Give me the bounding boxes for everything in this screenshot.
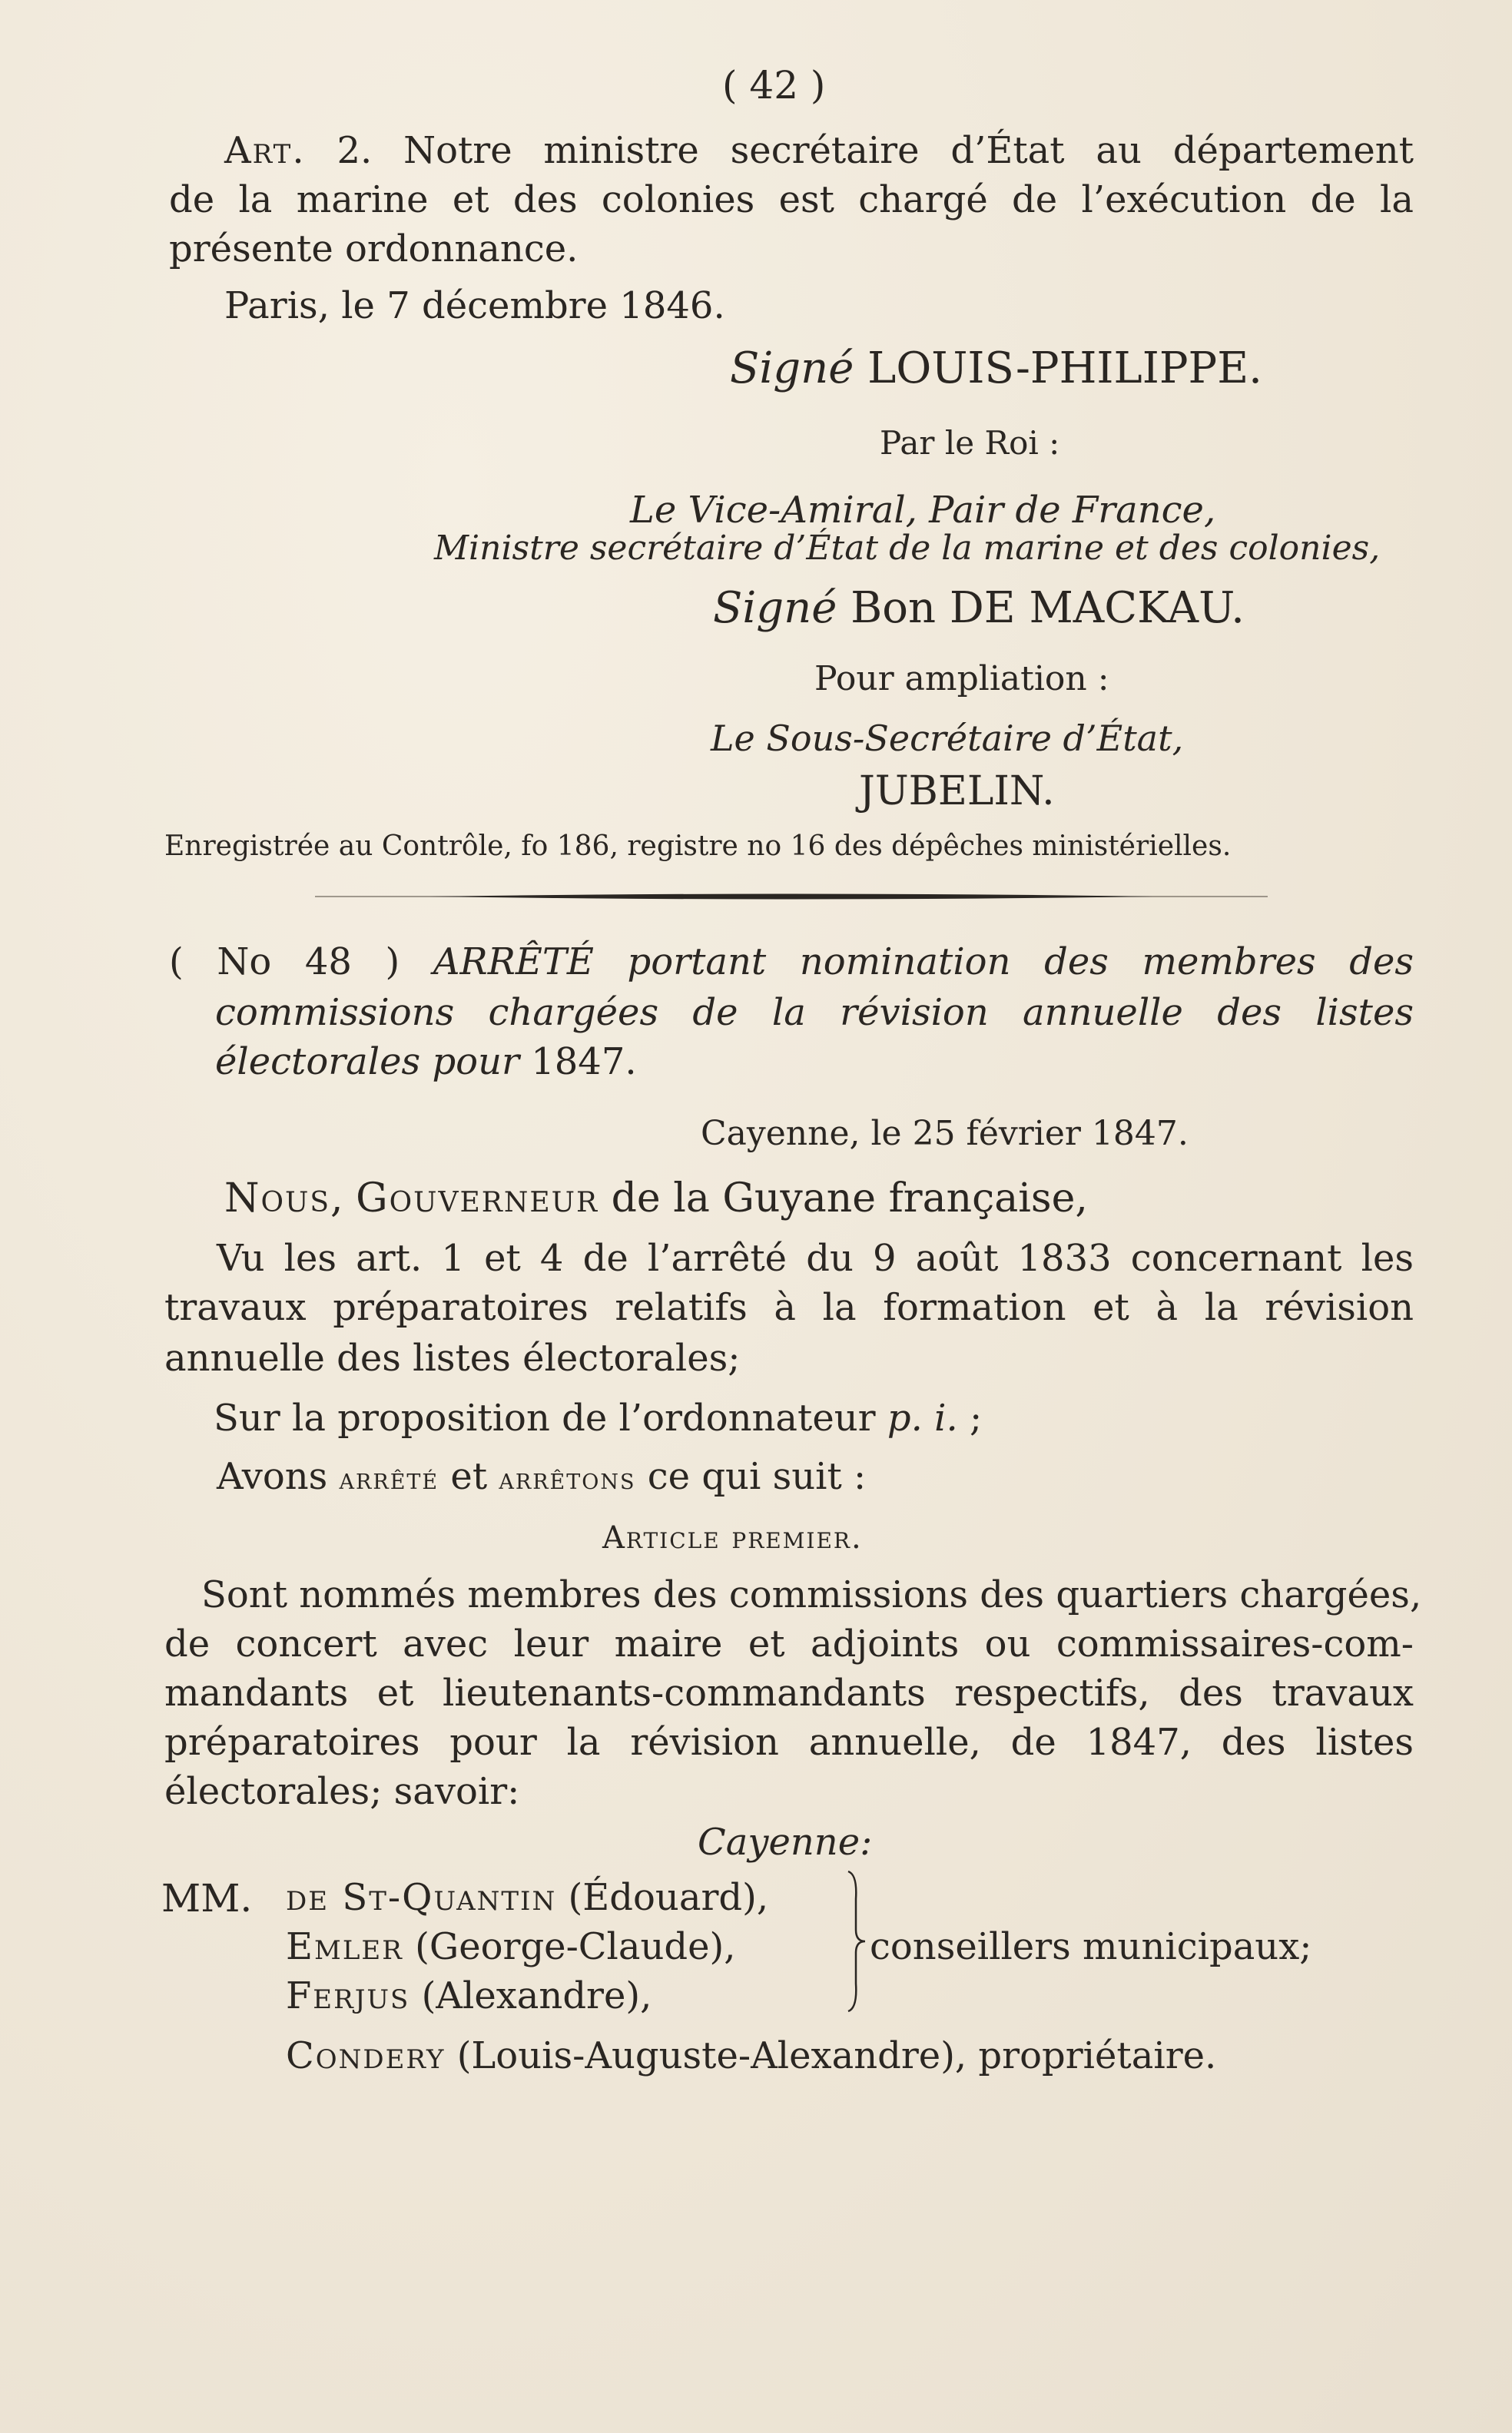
cayenne-heading: Cayenne:: [698, 1821, 873, 1864]
member-role: conseillers municipaux;: [870, 1925, 1312, 1968]
mm-label: MM.: [161, 1876, 253, 1921]
dateline-cayenne: Cayenne, le 25 février 1847.: [701, 1114, 1189, 1153]
sont-line3: mandants et lieutenants-commandants respectifs, des travaux: [164, 1672, 1414, 1715]
member-given: (Édouard),: [568, 1876, 769, 1919]
member-name: Emler: [286, 1925, 403, 1968]
signature-king: [730, 343, 1262, 393]
page-number: ( 42 ): [722, 63, 826, 108]
arrete-number: ( No 48 ): [169, 940, 400, 983]
avons-word: Avons: [217, 1455, 328, 1498]
member-name: Condery: [286, 2034, 446, 2077]
member-row: [286, 1876, 769, 1919]
dateline-paris: Paris, le 7 décembre 1846.: [224, 284, 725, 327]
jubelin-signature: JUBELIN.: [859, 768, 1055, 814]
art2-line3: présente ordonnance.: [169, 227, 579, 270]
sont-line4: préparatoires pour la révision annuelle, de 1847, des listes: [164, 1721, 1414, 1764]
art2-number: 2.: [337, 129, 373, 172]
member-name: Ferjus: [286, 1974, 410, 2017]
signe-label: Signé: [713, 583, 837, 633]
arrete-title-line3: [215, 1040, 637, 1083]
arrete-title-line1: [169, 940, 1414, 983]
arretons-word: arrêtons: [499, 1462, 636, 1496]
king-name: LOUIS-PHILIPPE.: [867, 343, 1262, 393]
vu-line1: Vu les art. 1 et 4 de l’arrêté du 9 août 1833 concernant les: [217, 1237, 1414, 1280]
signe-label: Signé: [730, 343, 854, 393]
vu-line3: annuelle des listes électorales;: [164, 1337, 741, 1380]
arrete-title-line2: commissions chargées de la révision annuelle des listes: [215, 991, 1414, 1034]
sous-secretaire-title: Le Sous-Secrétaire d’État,: [711, 718, 1184, 759]
arrete-title: ARRÊTÉ portant nomination des membres des: [433, 940, 1414, 983]
art2-line1: [224, 129, 1414, 172]
member-given: (George-Claude),: [415, 1925, 736, 1968]
pi-abbrev: p. i.: [887, 1397, 958, 1440]
member-row: [286, 1925, 736, 1968]
pour-ampliation: Pour ampliation :: [814, 659, 1109, 698]
ministre-title: Ministre secrétaire d’État de la marine et des colonies,: [434, 529, 1381, 568]
sont-line1: Sont nommés membres des commissions des quartiers chargées,: [201, 1573, 1422, 1616]
vu-line2: travaux préparatoires relatifs à la formation et à la révision: [164, 1286, 1414, 1329]
art2-text: Notre ministre secrétaire d’État au département: [403, 129, 1414, 172]
member-row: [286, 2034, 1217, 2077]
arrete-word: arrêté: [339, 1462, 439, 1496]
registration-note: Enregistrée au Contrôle, fo 186, registre no 16 des dépêches ministérielles.: [164, 830, 1232, 862]
arrete-title-part: électorales pour: [215, 1040, 519, 1083]
ce-qui-suit: ce qui suit :: [647, 1455, 867, 1498]
par-le-roi: Par le Roi :: [880, 424, 1060, 462]
sont-line5: électorales; savoir:: [164, 1770, 520, 1813]
sur-text: Sur la proposition de l’ordonnateur: [214, 1397, 876, 1440]
member-row: [286, 1974, 652, 2017]
section-separator: [315, 891, 1268, 902]
vice-amiral-title: Le Vice-Amiral, Pair de France,: [630, 489, 1216, 532]
guyane-text: de la Guyane française,: [611, 1175, 1088, 1221]
sur-la-proposition: [214, 1397, 983, 1440]
sont-line2: de concert avec leur maire et adjoints ou commissaires-com-: [164, 1623, 1414, 1666]
article-premier-heading: Article premier.: [602, 1520, 863, 1556]
member-given: (Louis-Auguste-Alexandre), propriétaire.: [456, 2034, 1217, 2077]
mackau-name: Bon DE MACKAU.: [850, 583, 1245, 633]
art2-label: Art.: [224, 129, 306, 172]
arrete-year: 1847.: [531, 1040, 637, 1083]
art2-line2: de la marine et des colonies est chargé de l’exécution de la: [169, 178, 1414, 221]
member-name: de St-Quantin: [286, 1876, 557, 1919]
avons-arrete: [217, 1455, 867, 1498]
nous-word: Nous: [224, 1175, 331, 1221]
nous-gouverneur: Nous, Gouverneur de la Guyane française,: [224, 1175, 1088, 1221]
bracket-brace: [845, 1868, 868, 2014]
member-given: (Alexandre),: [421, 1974, 652, 2017]
gouverneur-word: Gouverneur: [356, 1175, 599, 1221]
sur-end: ;: [969, 1397, 983, 1440]
et-word: et: [450, 1455, 488, 1498]
signature-mackau: [713, 583, 1245, 633]
